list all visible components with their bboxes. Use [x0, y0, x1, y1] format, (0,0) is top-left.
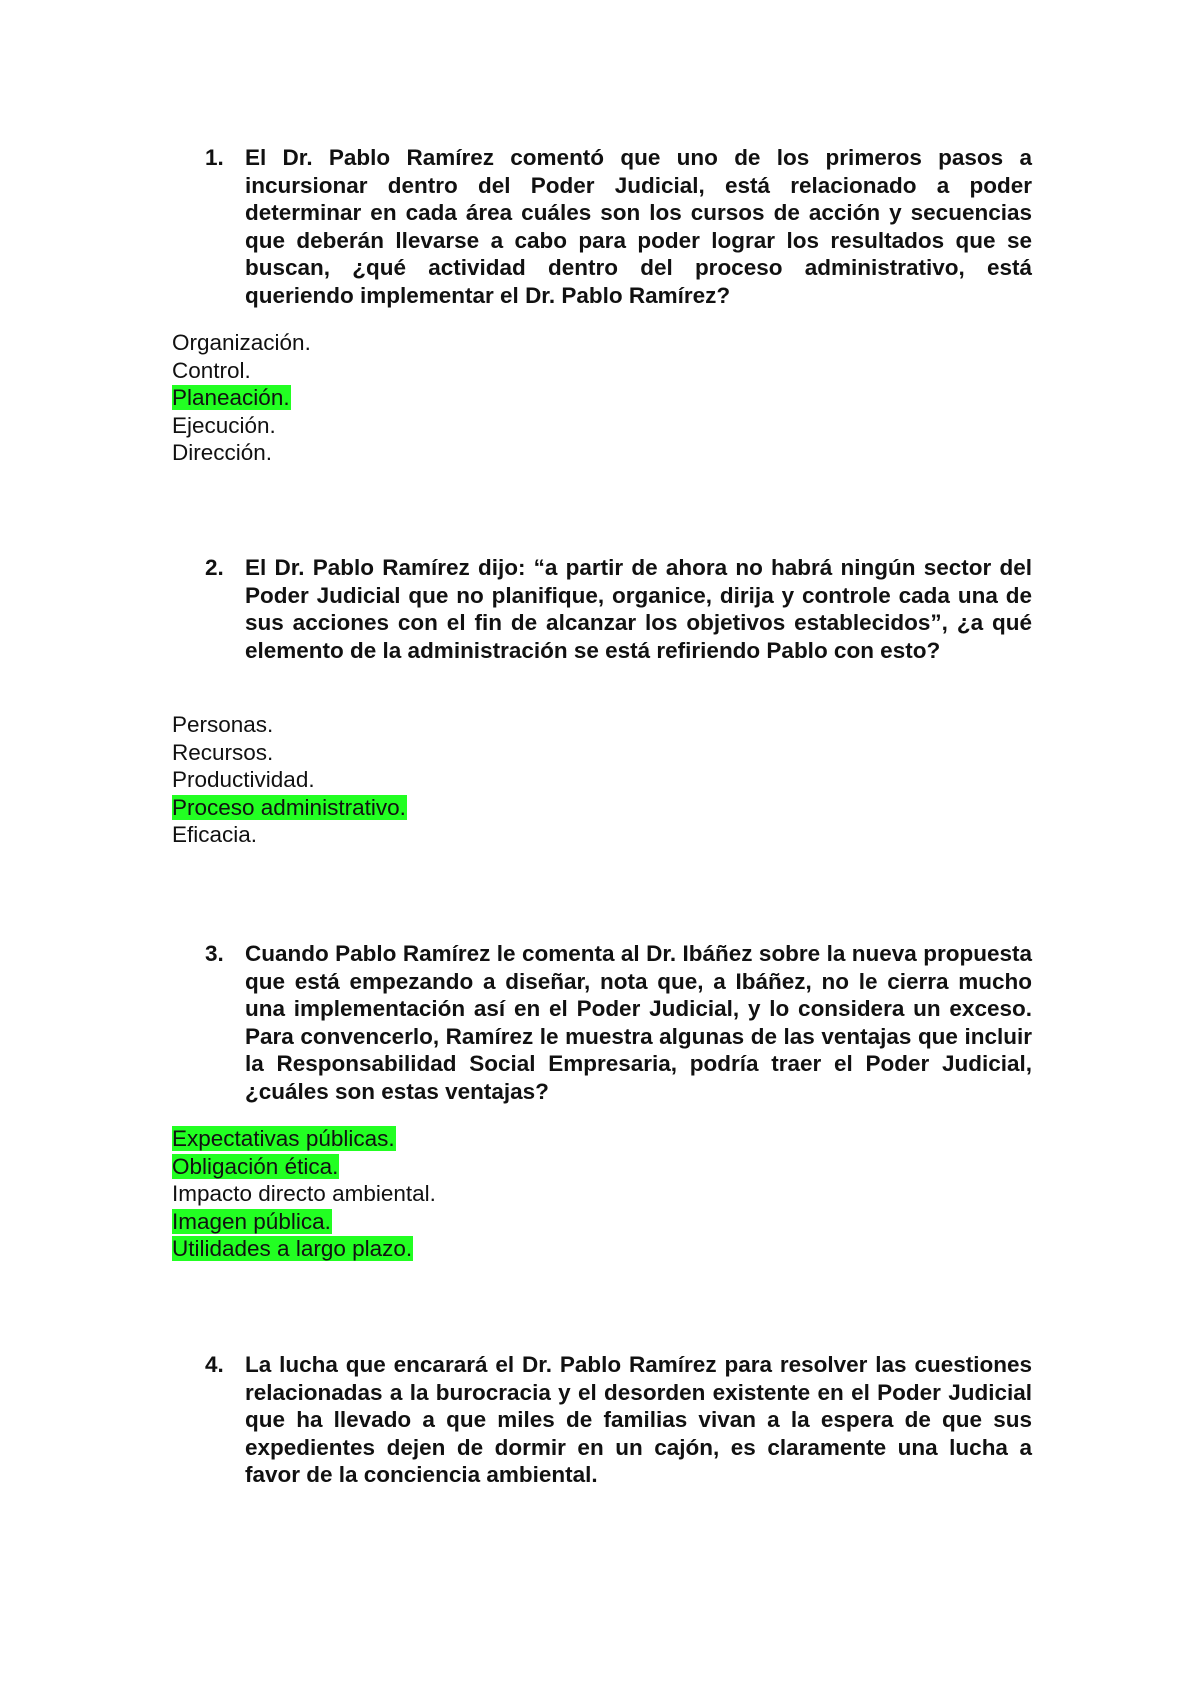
question-3: [205, 940, 1032, 1106]
options-list-3: [172, 1125, 437, 1263]
option-item: Organización.: [172, 330, 311, 355]
option-item-highlighted: Imagen pública.: [172, 1208, 331, 1234]
question-number: 3.: [205, 941, 224, 966]
option-item-highlighted: Expectativas públicas.: [172, 1126, 395, 1151]
option-item: Ejecución.: [172, 412, 276, 438]
option-item: Control.: [172, 357, 251, 383]
question-text: Cuando Pablo Ramírez le comenta al Dr. Ibáñez sobre la nueva propuesta que está empezando a diseñar, nota que, a Ibáñez, no le cierra mucho una implementación así en el Poder Judicial, y lo considera un exceso. Para convencerlo, Ramírez le muestra algunas de las ventajas que incluir la Responsabilidad Social Empresaria, podría traer el Poder Judicial, ¿cuáles son estas ventajas?: [245, 941, 1032, 1104]
option-item: Dirección.: [172, 440, 273, 466]
option-item: Impacto directo ambiental.: [172, 1181, 436, 1207]
option-item-highlighted: Utilidades a largo plazo.: [172, 1236, 413, 1262]
options-list-2: [172, 711, 407, 849]
option-item-highlighted: Obligación ética.: [172, 1153, 339, 1179]
question-number: 4.: [205, 1352, 224, 1377]
question-number: 1.: [205, 145, 224, 170]
option-item: Recursos.: [172, 739, 274, 765]
question-text: La lucha que encarará el Dr. Pablo Ramírez para resolver las cuestiones relacionadas a la burocracia y el desorden existente en el Poder Judicial que ha llevado a que miles de familias vivan a la espera de que sus expedientes dejen de dormir en un cajón, es claramente una lucha a favor de la conciencia ambiental.: [245, 1352, 1032, 1488]
option-item: Productividad.: [172, 767, 315, 793]
question-1: [205, 144, 1032, 310]
option-item-highlighted: Planeación.: [172, 385, 290, 411]
option-item: Personas.: [172, 712, 274, 737]
option-item: Eficacia.: [172, 822, 258, 848]
question-4: [205, 1351, 1032, 1489]
question-text: El Dr. Pablo Ramírez comentó que uno de los primeros pasos a incursionar dentro del Poder Judicial, está relacionado a poder determinar en cada área cuáles son los cursos de acción y secuencias que deberán llevarse a cabo para poder lograr los resultados que se buscan, ¿qué actividad dentro del proceso administrativo, está queriendo implementar el Dr. Pablo Ramírez?: [245, 145, 1032, 308]
question-2: [205, 554, 1032, 664]
option-item-highlighted: Proceso administrativo.: [172, 794, 406, 820]
question-text: El Dr. Pablo Ramírez dijo: “a partir de ahora no habrá ningún sector del Poder Judicial que no planifique, organice, dirija y controle cada una de sus acciones con el fin de alcanzar los objetivos establecidos”, ¿a qué elemento de la administración se está refiriendo Pablo con esto?: [245, 555, 1032, 663]
question-number: 2.: [205, 555, 224, 580]
options-list-1: [172, 329, 312, 467]
